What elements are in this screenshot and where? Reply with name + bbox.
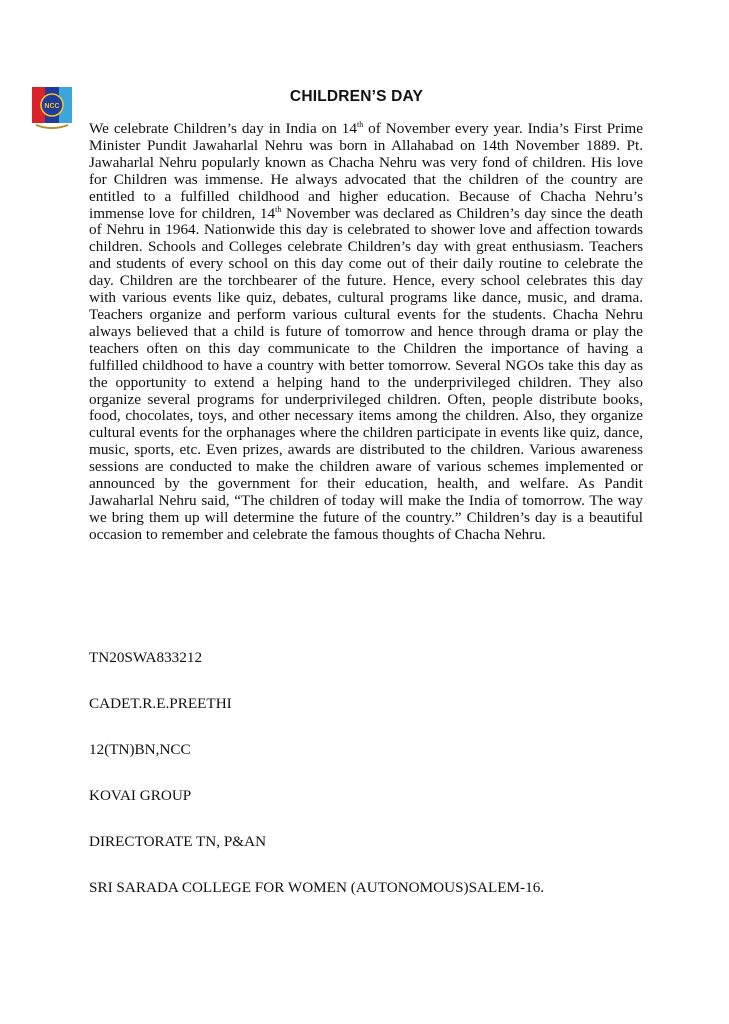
page-title: CHILDREN’S DAY [289, 88, 424, 105]
svg-text:NCC: NCC [44, 103, 60, 110]
cadet-id: TN20SWA833212 [89, 649, 203, 666]
directorate: DIRECTORATE TN, P&AN [89, 833, 267, 850]
college-name: SRI SARADA COLLEGE FOR WOMEN (AUTONOMOUS)SALEM-16. [89, 879, 545, 896]
battalion: 12(TN)BN,NCC [89, 741, 191, 758]
group-name: KOVAI GROUP [89, 787, 192, 804]
cadet-name: CADET.R.E.PREETHI [89, 695, 232, 712]
body-paragraph: We celebrate Children’s day in India on 14th of November every year. India’s First Prime Minister Pundit Jawaharlal Nehru was born in Allahabad on 14th November 1889. Pt. Jawaharlal Nehru popularly known as Chacha Nehru was very fond of children. His love for Children was immense. He always advocated that the children of the country are entitled to a fulfilled childhood and higher education. Because of Chacha Nehru’s immense love for children, 14th November was declared as Children’s day since the death of Nehru in 1964. Nationwide this day is celebrated to shower love and affection towards children. Schools and Colleges celebrate Children’s day with great enthusiasm. Teachers and students of every school on this day come out of their daily routine to celebrate the day. Children are the torchbearer of the future. Hence, every school celebrates this day with various events like quiz, debates, cultural programs like dance, music, and drama. Teachers organize and perform various cultural events for the students. Chacha Nehru always believed that a child is future of tomorrow and hence through drama or play the teachers often on this day communicate to the Children the importance of having a fulfilled childhood to have a country with better tomorrow. Several NGOs take this day as the opportunity to extend a helping hand to the underprivileged children. They also organize several programs for underprivileged children. Often, people distribute books, food, chocolates, toys, and other necessary items among the children. Also, they organize cultural events for the orphanages where the children participate in events like quiz, dance, music, sports, etc. Even prizes, awards are distributed to the children. Various awareness sessions are conducted to make the children aware of various schemes implemented or announced by the government for their education, health, and welfare. As Pandit Jawaharlal Nehru said, “The children of today will make the India of tomorrow. The way we bring them up will determine the future of the country.” Children’s day is a beautiful occasion to remember and celebrate the famous thoughts of Chacha Nehru. [89, 119, 644, 543]
